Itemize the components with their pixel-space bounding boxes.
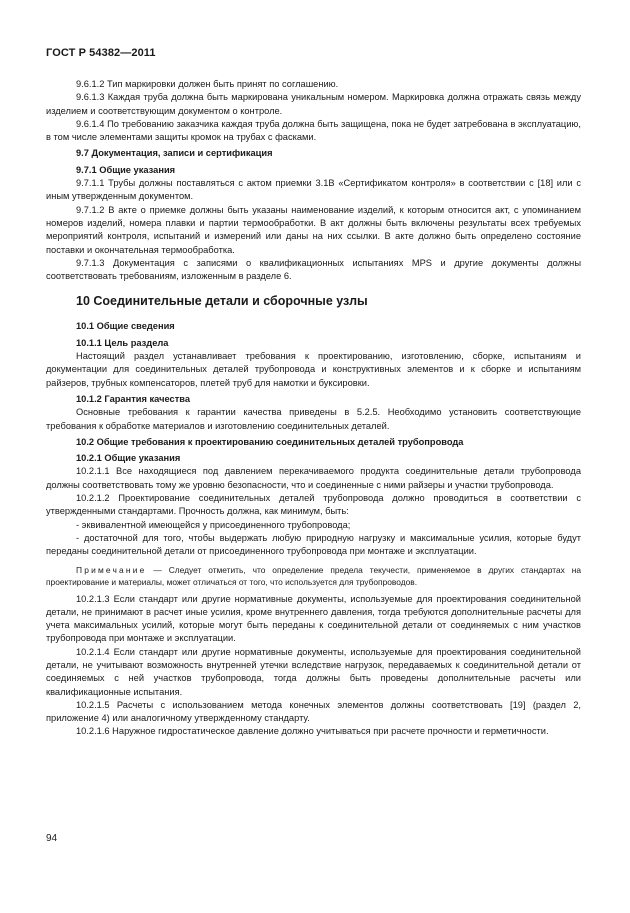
document-header: ГОСТ Р 54382—2011 <box>46 47 156 59</box>
paragraph: - эквивалентной имеющейся у присоединенного трубопровода; <box>76 519 351 530</box>
document-body <box>46 78 581 739</box>
paragraph: 9.7.1.3 Документация с записями о квалификационных испытаниях MPS и другие документы должны соответствовать требованиям, изложенным в разделе 6. <box>46 257 581 282</box>
paragraph: 10.2.1.3 Если стандарт или другие нормативные документы, используемые для проектирования соединительной детали, не принимают в расчет иные усилия, кроме внутреннего давления, тогда требуются дополнительные расчеты для учета максимальных усилий, которые могут быть переданы к соединительной детали от соединяемых с ним участков трубопровода при монтаже и эксплуатации. <box>46 593 581 644</box>
subsection-heading: 10.2 Общие требования к проектированию соединительных деталей трубопровода <box>76 436 464 447</box>
note <box>46 564 581 588</box>
paragraph: Основные требования к гарантии качества приведены в 5.2.5. Необходимо установить соответствующие требования к обработке материалов и изготовлению соединительных деталей. <box>46 407 581 431</box>
subsection-heading: 10.1 Общие сведения <box>76 321 175 332</box>
paragraph: 9.7.1.1 Трубы должны поставляться с актом приемки 3.1В «Сертификатом контроля» в соответствии с [18] или с иным утвержденным документом. <box>46 178 581 202</box>
paragraph: 9.6.1.3 Каждая труба должна быть маркирована уникальным номером. Маркировка должна отражать связь между изделием и соответствующим документом о контроле. <box>46 92 581 116</box>
paragraph: Настоящий раздел устанавливает требования к проектированию, изготовлению, сборке, испытаниям и документации для соединительных деталей трубопровода и конструктивных элементов и к сборке и испытаниям райзеров, трубных компенсаторов, плетей труб для намотки и буксировки. <box>46 351 581 388</box>
paragraph: - достаточной для того, чтобы выдержать любую природную нагрузку и максимальные усилия, которые будут переданы соединительной детали от присоединенного трубопровода при монтаже и эксплуатации. <box>46 532 581 557</box>
subsection-heading: 10.1.2 Гарантия качества <box>76 393 191 404</box>
subsection-heading: 9.7 Документация, записи и сертификация <box>76 148 273 159</box>
paragraph: 10.2.1.4 Если стандарт или другие нормативные документы, используемые для проектирования соединительной детали, не учитывают возможность внутренней утечки вследствие нагрузок, передаваемых к соединительной детали от соединяемых с ней участков трубопровода, тогда должны быть проведены дополнительные расчеты или квалификационные испытания. <box>46 646 581 697</box>
page-number: 94 <box>46 833 58 844</box>
subsection-heading: 9.7.1 Общие указания <box>76 164 176 175</box>
subsection-heading: 10.2.1 Общие указания <box>76 453 181 464</box>
paragraph: 10.2.1.2 Проектирование соединительных деталей трубопровода должно проводиться в соответствии с утвержденными стандартами. Прочность должна, как минимум, быть: <box>46 493 581 517</box>
paragraph: 9.6.1.4 По требованию заказчика каждая труба должна быть защищена, пока не будет затребована в эксплуатацию, в том числе элементами защиты кромок на трубах с фасками. <box>46 118 581 143</box>
note-text: — Следует отметить, что определение предела текучести, применяемое в других стандартах на проектирование и материалы, может отличаться от того, что используется для трубопроводов. <box>46 564 581 587</box>
paragraph: 10.2.1.5 Расчеты с использованием метода конечных элементов должны соответствовать [19] (раздел 2, приложение 4) или аналогичному утвержденному стандарту. <box>46 699 581 724</box>
note-label: Примечание <box>76 564 147 575</box>
section-heading: 10 Соединительные детали и сборочные узлы <box>76 294 368 309</box>
paragraph: 10.2.1.6 Наружное гидростатическое давление должно учитываться при расчете прочности и герметичности. <box>76 726 549 737</box>
paragraph: 9.6.1.2 Тип маркировки должен быть принят по соглашению. <box>76 79 339 89</box>
paragraph: 9.7.1.2 В акте о приемке должны быть указаны наименование изделий, к которым относится акт, с упоминанием номеров изделий, номера плавки и партии термообработки. В акт должны быть включены результаты всех требуемых мероприятий контроля, испытаний и измерений или даны на них ссылки. В акте должно быть определено состояние поставки и окончательная термообработка. <box>46 204 581 255</box>
paragraph: 10.2.1.1 Все находящиеся под давлением перекачиваемого продукта соединительные детали трубопровода должны соответствовать тому же уровню безопасности, что и соединенные с ними райзеры и участки трубопровода. <box>46 466 581 490</box>
subsection-heading: 10.1.1 Цель раздела <box>76 337 169 348</box>
